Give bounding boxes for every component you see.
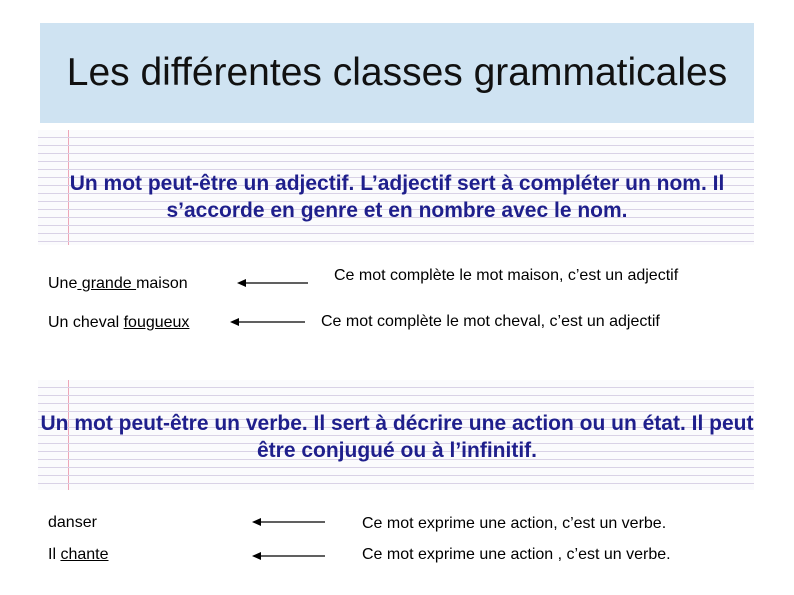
arrow-left-icon xyxy=(251,549,329,563)
adjectif-heading: Un mot peut-être un adjectif. L’adjectif sert à compléter un nom. Il s’accorde en genre et en nombre avec le nom. xyxy=(69,172,725,222)
verbe-heading: Un mot peut-être un verbe. Il sert à décrire une action ou un état. Il peut être conjugué ou à l’infinitif. xyxy=(40,412,754,462)
slide-title: Les différentes classes grammaticales xyxy=(66,51,728,94)
underlined-word: chante xyxy=(60,546,109,563)
arrow-left-icon xyxy=(251,515,329,529)
title-banner xyxy=(40,23,754,123)
underlined-word: grande xyxy=(77,275,137,292)
verbe-example-1: danser xyxy=(48,514,97,531)
arrow-left-icon xyxy=(236,276,312,290)
verbe-explanation-2: Ce mot exprime une action , c’est un verbe. xyxy=(362,546,671,563)
arrow-left-icon xyxy=(229,315,309,329)
verbe-explanation-1: Ce mot exprime une action, c’est un verbe. xyxy=(362,515,667,532)
adjectif-example-1: Une grande maison xyxy=(48,275,188,292)
adjectif-example-2: Un cheval fougueux xyxy=(48,314,190,331)
adjectif-explanation-1: Ce mot complète le mot maison, c’est un adjectif xyxy=(334,267,679,284)
underlined-word: fougueux xyxy=(123,314,190,331)
verbe-example-2: Il chante xyxy=(48,546,109,563)
adjectif-explanation-2: Ce mot complète le mot cheval, c’est un adjectif xyxy=(321,313,660,330)
